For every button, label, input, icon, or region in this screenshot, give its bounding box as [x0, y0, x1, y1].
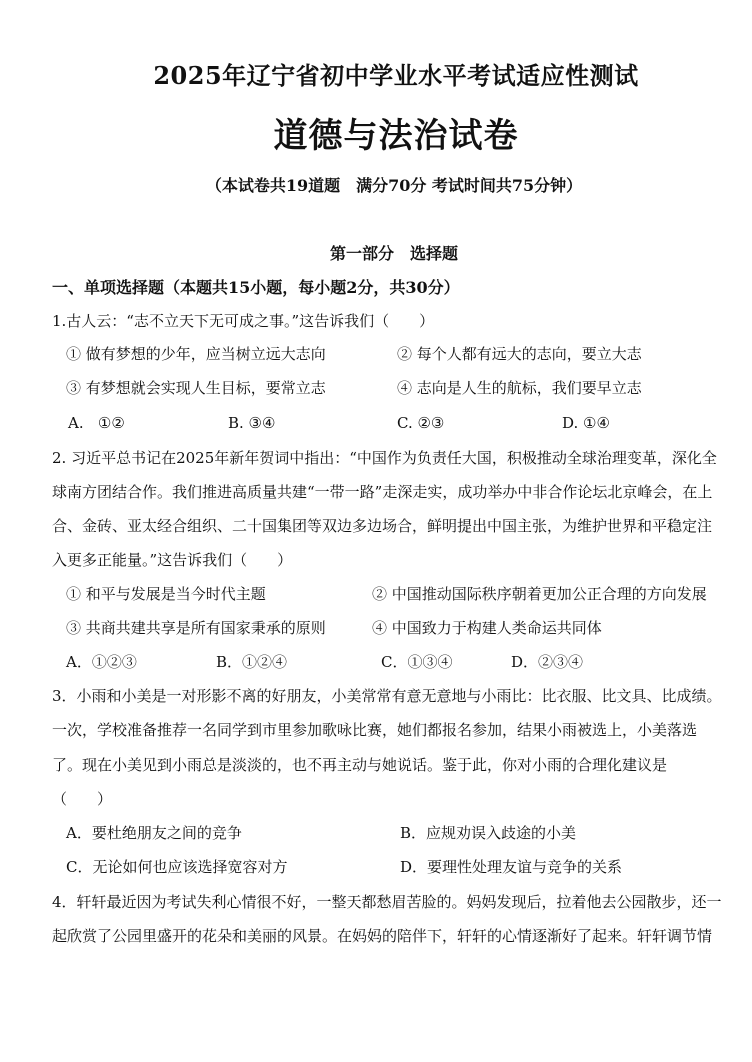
q2-stem-line2: 球南方团结合作。我们推进高质量共建“一带一路”走深走实，成功举办中非合作论坛北京峰会，在上: [52, 483, 713, 501]
q1-stem: 1.古人云：“志不立天下无可成之事。”这告诉我们（ ）: [52, 312, 435, 330]
q1-statement-4: ④ 志向是人生的航标，我们要早立志: [397, 379, 642, 397]
q1-option-a: A. ①②: [68, 414, 125, 432]
q4-stem-line2: 起欣赏了公园里盛开的花朵和美丽的风景。在妈妈的陪伴下，轩轩的心情逐渐好了起来。轩轩调节情: [52, 927, 713, 945]
q1-option-c: C. ②③: [397, 414, 445, 432]
q2-option-c: C．①③④: [381, 653, 453, 671]
q2-option-d: D．②③④: [511, 653, 584, 671]
exam-title-line2: 道德与法治试卷: [273, 116, 519, 156]
q1-statement-1: ① 做有梦想的少年，应当树立远大志向: [66, 345, 326, 363]
section-title: 一、单项选择题（本题共15小题，每小题2分，共30分）: [52, 278, 460, 297]
q2-stem-line1: 2. 习近平总书记在2025年新年贺词中指出：“中国作为负责任大国，积极推动全球治理变革，深化全: [52, 449, 717, 467]
q4-stem-line1: 4．轩轩最近因为考试失利心情很不好，一整天都愁眉苦脸的。妈妈发现后，拉着他去公园散步，还一: [52, 893, 722, 911]
q3-option-d: D．要理性处理友谊与竞争的关系: [400, 858, 623, 876]
q1-statement-2: ② 每个人都有远大的志向，要立大志: [397, 345, 642, 363]
q2-stem-line3: 合、金砖、亚太经合组织、二十国集团等双边多边场合，鲜明提出中国主张，为维护世界和平稳定注: [52, 517, 713, 535]
q3-stem-line2: 一次，学校准备推荐一名同学到市里参加歌咏比赛，她们都报名参加，结果小雨被选上，小美落选: [52, 721, 698, 739]
q2-statement-2: ② 中国推动国际秩序朝着更加公正合理的方向发展: [372, 585, 707, 603]
exam-subtitle: （本试卷共19道题 满分70分 考试时间共75分钟）: [205, 176, 583, 195]
exam-title-line1: 2025年辽宁省初中学业水平考试适应性测试: [153, 61, 639, 90]
q1-option-d: D. ①④: [562, 414, 610, 432]
q2-option-b: B．①②④: [216, 653, 288, 671]
q3-stem-line4: （ ）: [52, 790, 113, 808]
q2-option-a: A．①②③: [66, 653, 137, 671]
q2-statement-4: ④ 中国致力于构建人类命运共同体: [372, 619, 602, 637]
q1-option-b: B. ③④: [228, 414, 276, 432]
q3-stem-line3: 了。现在小美见到小雨总是淡淡的，也不再主动与她说话。鉴于此，你对小雨的合理化建议是: [52, 756, 668, 774]
q2-statement-3: ③ 共商共建共享是所有国家秉承的原则: [66, 619, 326, 637]
q2-stem-line4: 入更多正能量。”这告诉我们（ ）: [52, 551, 293, 569]
q3-option-b: B．应规劝误入歧途的小美: [400, 824, 577, 842]
q3-stem-line1: 3．小雨和小美是一对形影不离的好朋友，小美常常有意无意地与小雨比：比衣服、比文具、比成绩。: [52, 687, 722, 705]
q3-option-c: C．无论如何也应该选择宽容对方: [66, 858, 288, 876]
q2-statement-1: ① 和平与发展是当今时代主题: [66, 585, 266, 603]
q3-option-a: A．要杜绝朋友之间的竞争: [66, 824, 242, 842]
q1-statement-3: ③ 有梦想就会实现人生目标，要常立志: [66, 379, 326, 397]
part-title: 第一部分 选择题: [329, 244, 458, 263]
